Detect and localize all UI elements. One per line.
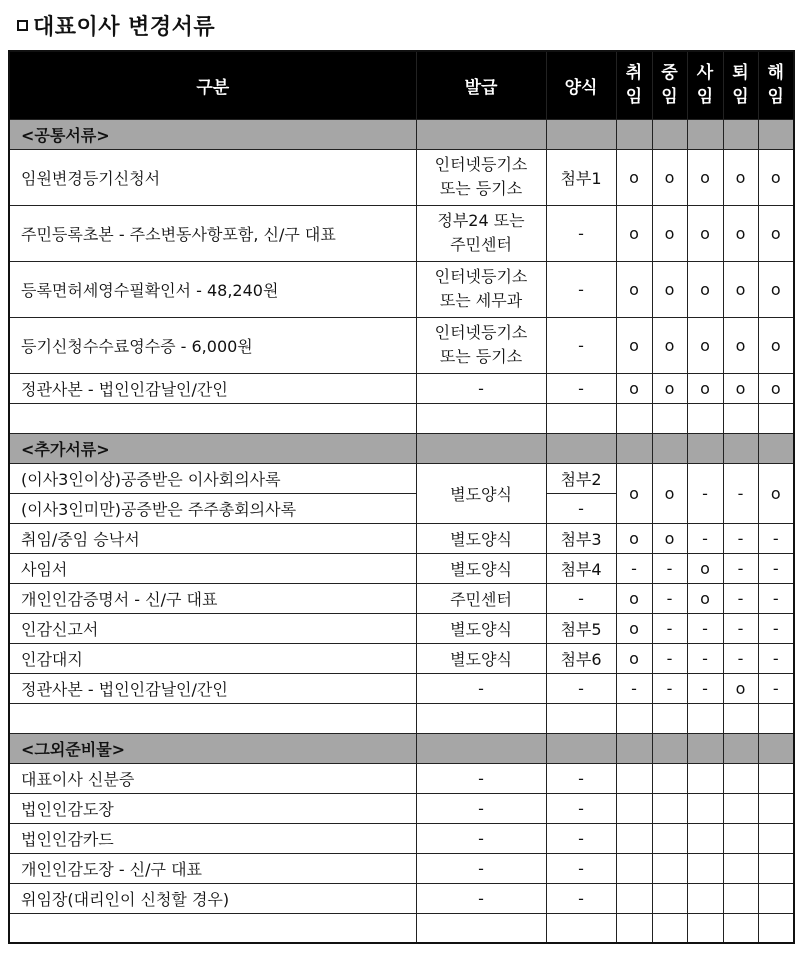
blank-cell [652,913,687,943]
mark: o [616,523,652,553]
mark: o [687,583,723,613]
blank-cell [416,703,546,733]
mark: o [652,205,687,261]
mark: - [723,553,758,583]
mark [616,823,652,853]
header-form: 양식 [546,51,616,119]
table-row [9,643,794,673]
mark: - [758,673,794,703]
section-label: <추가서류> [9,433,416,463]
doc-form: - [546,673,616,703]
table-header-row [9,51,794,119]
table-row [9,317,794,373]
blank-cell [723,913,758,943]
mark: o [758,373,794,403]
mark: o [652,317,687,373]
blank-cell [758,913,794,943]
blank-cell [9,913,416,943]
table-row [9,553,794,583]
section-cell [758,733,794,763]
mark: - [723,613,758,643]
table-row [9,613,794,643]
blank-cell [687,913,723,943]
blank-cell [546,703,616,733]
table-row [9,883,794,913]
mark: o [687,317,723,373]
blank-cell [546,913,616,943]
page-title [17,10,215,41]
blank-cell [687,403,723,433]
mark: o [723,317,758,373]
doc-name: 인감신고서 [9,613,416,643]
doc-form: - [546,823,616,853]
table-row [9,523,794,553]
mark [758,883,794,913]
doc-issue: 별도양식 [416,613,546,643]
blank-row [9,703,794,733]
mark [723,883,758,913]
mark: o [758,149,794,205]
doc-form: - [546,853,616,883]
header-resignation [687,51,723,119]
section-label: <공통서류> [9,119,416,149]
blank-cell [758,403,794,433]
doc-name: 사임서 [9,553,416,583]
doc-form: 첨부6 [546,643,616,673]
mark: o [758,205,794,261]
mark [723,853,758,883]
table-row [9,673,794,703]
mark [687,823,723,853]
doc-issue: 주민센터 [416,583,546,613]
section-cell [546,733,616,763]
header-retirement [723,51,758,119]
header-retirement-bottom: 임 [732,87,749,108]
mark: o [616,643,652,673]
section-cell [416,733,546,763]
doc-name: 위임장(대리인이 신청할 경우) [9,883,416,913]
doc-form: - [546,205,616,261]
blank-cell [9,403,416,433]
table-row [9,205,794,261]
mark: - [687,613,723,643]
mark: - [758,613,794,643]
mark [652,793,687,823]
mark: o [687,373,723,403]
doc-name: 등기신청수수료영수증 - 6,000원 [9,317,416,373]
doc-issue: 별도양식 [416,523,546,553]
mark: - [616,553,652,583]
doc-name: 정관사본 - 법인인감날인/간인 [9,673,416,703]
mark: o [723,673,758,703]
doc-name: 인감대지 [9,643,416,673]
issue-line: 또는 등기소 [439,347,523,366]
mark [758,793,794,823]
section-cell [546,119,616,149]
mark [616,793,652,823]
doc-name: 개인인감증명서 - 신/구 대표 [9,583,416,613]
blank-cell [652,703,687,733]
documents-table [8,50,795,944]
blank-cell [616,913,652,943]
doc-issue: - [416,673,546,703]
doc-form: - [546,261,616,317]
mark: - [616,673,652,703]
blank-row [9,913,794,943]
doc-name: 등록면허세영수필확인서 - 48,240원 [9,261,416,317]
table-row [9,373,794,403]
mark: - [687,673,723,703]
mark [758,763,794,793]
mark [687,763,723,793]
mark [723,823,758,853]
doc-form: - [546,493,616,523]
header-reappointment-top: 중 [661,63,678,84]
mark: - [687,523,723,553]
section-cell [723,433,758,463]
mark: o [616,149,652,205]
doc-form: - [546,793,616,823]
mark [687,853,723,883]
doc-name: (이사3인미만)공증받은 주주총회의사록 [9,493,416,523]
header-issue: 발급 [416,51,546,119]
doc-issue: - [416,793,546,823]
mark: o [723,205,758,261]
header-dismissal-bottom: 임 [767,87,784,108]
blank-cell [616,403,652,433]
doc-issue [416,261,546,317]
doc-name: 개인인감도장 - 신/구 대표 [9,853,416,883]
mark: o [687,205,723,261]
section-cell [652,733,687,763]
mark: o [758,261,794,317]
mark: o [616,205,652,261]
mark [687,883,723,913]
section-cell [687,433,723,463]
doc-issue [416,149,546,205]
issue-line: 인터넷등기소 [434,155,528,174]
mark: - [758,643,794,673]
doc-issue: 별도양식 [416,643,546,673]
header-dismissal [758,51,794,119]
issue-line: 또는 등기소 [439,179,523,198]
section-cell [616,119,652,149]
blank-cell [546,403,616,433]
section-cell [758,119,794,149]
header-appointment-bottom: 임 [625,87,643,108]
doc-form: - [546,317,616,373]
table-row [9,149,794,205]
issue-line: 주민센터 [450,235,512,254]
mark: - [758,583,794,613]
doc-issue: - [416,853,546,883]
table-row [9,793,794,823]
blank-cell [723,403,758,433]
section-row-additional [9,433,794,463]
section-cell [723,733,758,763]
doc-issue: - [416,373,546,403]
mark: o [758,317,794,373]
mark: o [652,149,687,205]
mark [652,883,687,913]
doc-name: 임원변경등기신청서 [9,149,416,205]
issue-line: 또는 세무과 [439,291,523,310]
mark: - [687,643,723,673]
mark: o [687,149,723,205]
mark [687,793,723,823]
mark: - [652,553,687,583]
doc-form: 첨부2 [546,463,616,493]
section-cell [758,433,794,463]
table-row [9,463,794,493]
mark: o [723,149,758,205]
doc-name: 주민등록초본 - 주소변동사항포함, 신/구 대표 [9,205,416,261]
mark [652,823,687,853]
table-row [9,853,794,883]
mark: - [758,553,794,583]
mark: o [723,373,758,403]
mark: o [652,261,687,317]
blank-row [9,403,794,433]
mark: - [652,673,687,703]
blank-cell [723,703,758,733]
section-cell [616,733,652,763]
section-cell [723,119,758,149]
doc-issue: 별도양식 [416,553,546,583]
doc-name: 법인인감카드 [9,823,416,853]
mark: o [616,463,652,523]
mark [652,763,687,793]
mark [652,853,687,883]
section-cell [546,433,616,463]
section-cell [416,433,546,463]
doc-name: 취임/중임 승낙서 [9,523,416,553]
section-cell [616,433,652,463]
doc-issue [416,317,546,373]
doc-form: - [546,373,616,403]
mark [616,763,652,793]
mark: - [723,523,758,553]
table-row [9,261,794,317]
table-row [9,823,794,853]
header-reappointment [652,51,687,119]
header-dismissal-top: 해 [767,63,784,84]
section-row-others [9,733,794,763]
header-retirement-top: 퇴 [732,63,749,84]
blank-cell [416,913,546,943]
mark: - [652,583,687,613]
mark: o [652,523,687,553]
section-row-common [9,119,794,149]
page-title-text: 대표이사 변경서류 [33,15,216,40]
issue-line: 인터넷등기소 [434,267,528,286]
blank-cell [652,403,687,433]
doc-form: 첨부1 [546,149,616,205]
table-row [9,763,794,793]
mark: - [723,463,758,523]
section-cell [416,119,546,149]
section-cell [687,119,723,149]
blank-cell [687,703,723,733]
header-resignation-top: 사 [696,63,714,84]
table-row [9,583,794,613]
mark: - [652,613,687,643]
doc-form: - [546,583,616,613]
square-bullet-icon [17,20,28,31]
mark [723,793,758,823]
blank-cell [616,703,652,733]
doc-form: - [546,883,616,913]
doc-name: (이사3인이상)공증받은 이사회의사록 [9,463,416,493]
mark: - [723,643,758,673]
blank-cell [9,703,416,733]
mark: o [652,463,687,523]
doc-form: 첨부5 [546,613,616,643]
blank-cell [758,703,794,733]
mark: - [758,523,794,553]
mark: - [687,463,723,523]
mark: o [687,553,723,583]
mark: o [616,317,652,373]
doc-issue [416,205,546,261]
doc-name: 정관사본 - 법인인감날인/간인 [9,373,416,403]
doc-issue: - [416,763,546,793]
section-label: <그외준비물> [9,733,416,763]
blank-cell [416,403,546,433]
header-appointment [616,51,652,119]
doc-issue: - [416,883,546,913]
header-reappointment-bottom: 임 [661,87,678,108]
mark: o [723,261,758,317]
mark: o [758,463,794,523]
doc-form: 첨부3 [546,523,616,553]
mark [616,883,652,913]
mark: o [616,613,652,643]
doc-name: 법인인감도장 [9,793,416,823]
section-cell [652,433,687,463]
issue-line: 인터넷등기소 [434,323,528,342]
doc-issue: 별도양식 [416,463,546,523]
doc-form: - [546,763,616,793]
mark: o [652,373,687,403]
mark [758,853,794,883]
mark [723,763,758,793]
mark [758,823,794,853]
mark [616,853,652,883]
issue-line: 정부24 또는 [437,211,525,230]
section-cell [652,119,687,149]
mark: - [652,643,687,673]
section-cell [687,733,723,763]
header-category: 구분 [9,51,416,119]
doc-name: 대표이사 신분증 [9,763,416,793]
mark: o [616,373,652,403]
header-appointment-top: 취 [625,63,643,84]
header-resignation-bottom: 임 [696,87,714,108]
doc-form: 첨부4 [546,553,616,583]
mark: o [616,261,652,317]
mark: o [687,261,723,317]
doc-issue: - [416,823,546,853]
mark: - [723,583,758,613]
mark: o [616,583,652,613]
